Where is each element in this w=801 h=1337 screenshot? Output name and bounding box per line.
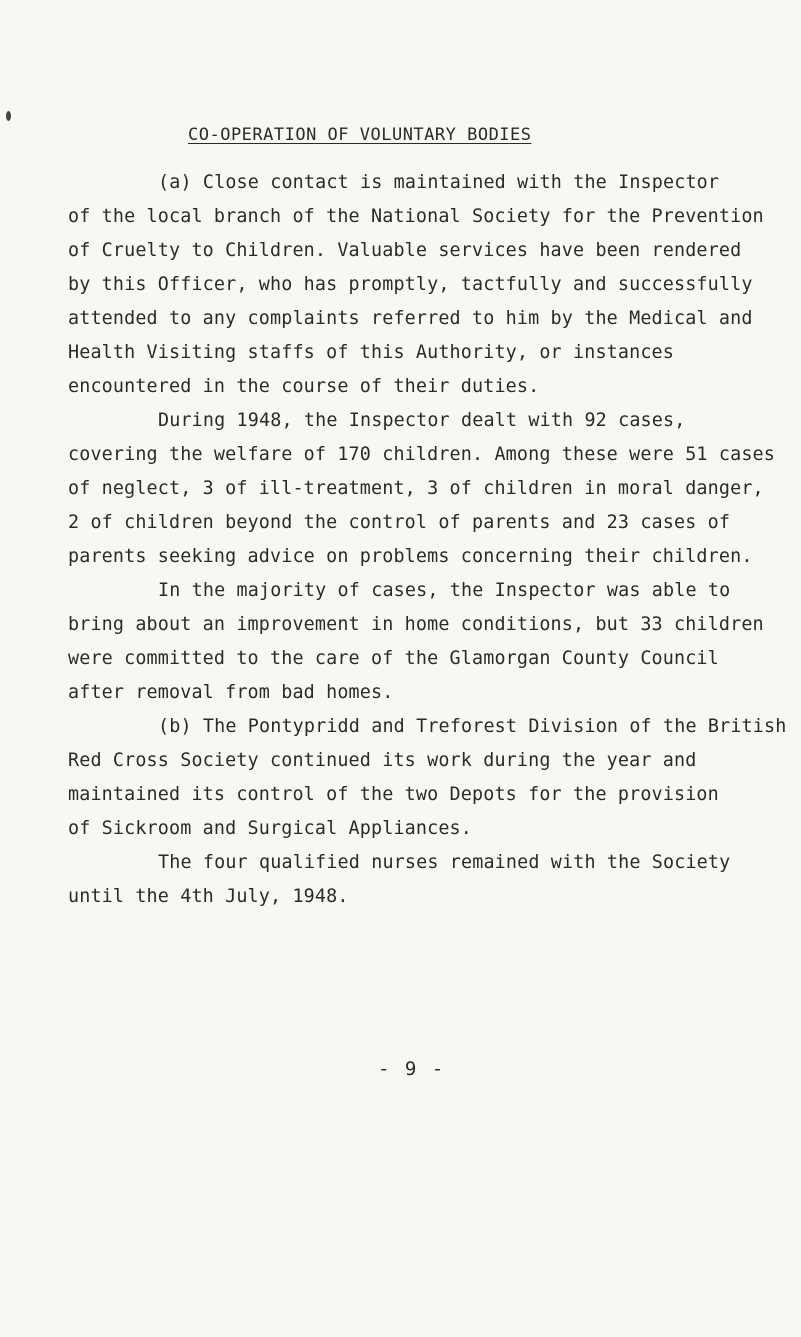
paragraph-line: covering the welfare of 170 children. Among these were 51 cases bbox=[68, 444, 775, 465]
paragraph-line: of Cruelty to Children. Valuable services have been rendered bbox=[68, 240, 742, 261]
paragraph-line: (b) The Pontypridd and Treforest Division of the British bbox=[158, 716, 787, 737]
paragraph-line: During 1948, the Inspector dealt with 92 cases, bbox=[158, 410, 686, 431]
paragraph-line: Red Cross Society continued its work during the year and bbox=[68, 750, 697, 771]
paragraph-line: of Sickroom and Surgical Appliances. bbox=[68, 818, 472, 839]
paragraph-line: of the local branch of the National Society for the Prevention bbox=[68, 206, 764, 227]
paragraph-line: In the majority of cases, the Inspector was able to bbox=[158, 580, 731, 601]
paragraph-line: bring about an improvement in home conditions, but 33 children bbox=[68, 614, 764, 635]
paragraph-line: until the 4th July, 1948. bbox=[68, 886, 349, 907]
paragraph-line: The four qualified nurses remained with the Society bbox=[158, 852, 731, 873]
paragraph-line: by this Officer, who has promptly, tactfully and successfully bbox=[68, 274, 753, 295]
paragraph-line: after removal from bad homes. bbox=[68, 682, 394, 703]
page-number: - 9 - bbox=[378, 1058, 446, 1080]
section-heading: CO-OPERATION OF VOLUNTARY BODIES bbox=[188, 125, 532, 145]
paragraph-line: Health Visiting staffs of this Authority, or instances bbox=[68, 342, 674, 363]
paragraph-line: maintained its control of the two Depots for the provision bbox=[68, 784, 719, 805]
paragraph-line: parents seeking advice on problems concerning their children. bbox=[68, 546, 753, 567]
paragraph-line: were committed to the care of the Glamorgan County Council bbox=[68, 648, 719, 669]
scan-mark-icon bbox=[6, 111, 11, 121]
paragraph-line: attended to any complaints referred to him by the Medical and bbox=[68, 308, 753, 329]
paragraph-line: of neglect, 3 of ill-treatment, 3 of children in moral danger, bbox=[68, 478, 764, 499]
paragraph-line: encountered in the course of their duties. bbox=[68, 376, 540, 397]
paragraph-line: (a) Close contact is maintained with the Inspector bbox=[158, 172, 720, 193]
paragraph-line: 2 of children beyond the control of parents and 23 cases of bbox=[68, 512, 731, 533]
